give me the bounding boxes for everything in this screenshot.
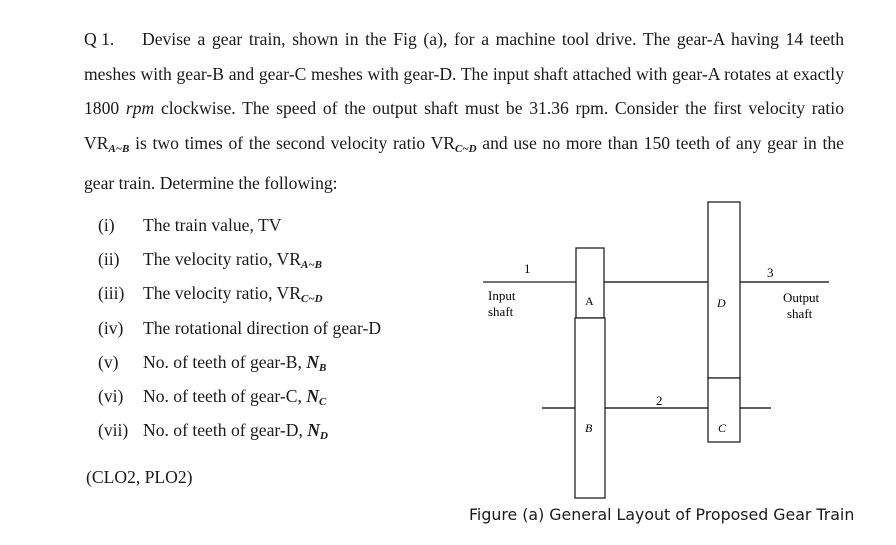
clo-plo-tag: (CLO2, PLO2): [86, 467, 193, 487]
shaft-1-label: 1: [524, 261, 531, 276]
question-text-1: Devise a gear train, shown in the Fig (a), for a machine tool drive. The gear-A having 14 teeth meshes with gear-B and gear-C meshes with gear-D. The input shaft attached with gear-A rotates at exactly 1800: [84, 29, 844, 118]
item-number: (vii): [98, 420, 129, 441]
gear-a-label: A: [585, 294, 594, 308]
item-text: The velocity ratio, VR: [143, 283, 301, 304]
shaft-3-label: 3: [767, 265, 774, 280]
item-subscript: A~B: [300, 259, 322, 272]
input-label: shaft: [488, 304, 514, 319]
item-text: The velocity ratio, VR: [143, 249, 301, 270]
gear-b: [575, 318, 605, 498]
question-text-2: clockwise. The speed of the output shaft must be 31.36 rpm. Consider the first velocity ratio VR: [84, 98, 844, 153]
item-number: (ii): [98, 249, 120, 270]
gear-d-label: D: [717, 296, 726, 310]
item-number: (iv): [98, 317, 124, 338]
item-number: (iii): [98, 283, 125, 304]
item-number: (i): [98, 215, 115, 235]
gear-c-label: C: [718, 421, 727, 435]
subscript-cd: C~D: [455, 142, 477, 155]
item-variable: N: [306, 385, 320, 406]
rpm-unit: rpm: [125, 98, 155, 118]
item-text: The rotational direction of gear-D: [143, 317, 382, 338]
item-subscript: D: [320, 430, 328, 443]
question-text-4: and use no more than 150 teeth of any gear in the gear train. Determine the following:: [84, 132, 844, 193]
figure-caption: Figure (a) General Layout of Proposed Gear Train: [469, 505, 855, 524]
item-text: No. of teeth of gear-D,: [143, 420, 308, 441]
item-variable: N: [306, 351, 320, 372]
item-text: No. of teeth of gear-B,: [143, 351, 307, 372]
output-label: Output: [783, 290, 820, 305]
item-number: (v): [98, 351, 119, 372]
item-number: (vi): [98, 385, 124, 406]
subscript-ab: A~B: [108, 142, 130, 155]
item-subscript: C: [319, 395, 327, 408]
question-text-3: is two times of the second velocity ratio VR: [129, 132, 456, 153]
item-text: No. of teeth of gear-C,: [143, 385, 307, 406]
item-subscript: B: [319, 361, 327, 374]
item-variable: N: [307, 420, 320, 441]
gear-b-label: B: [585, 421, 593, 435]
output-label: shaft: [787, 306, 813, 321]
gear-d: [708, 202, 740, 378]
question-number: Q 1.: [84, 29, 115, 49]
item-text: The train value, TV: [143, 215, 282, 235]
shaft-2-label: 2: [656, 393, 663, 408]
input-label: Input: [488, 288, 516, 303]
item-subscript: C~D: [300, 293, 323, 306]
